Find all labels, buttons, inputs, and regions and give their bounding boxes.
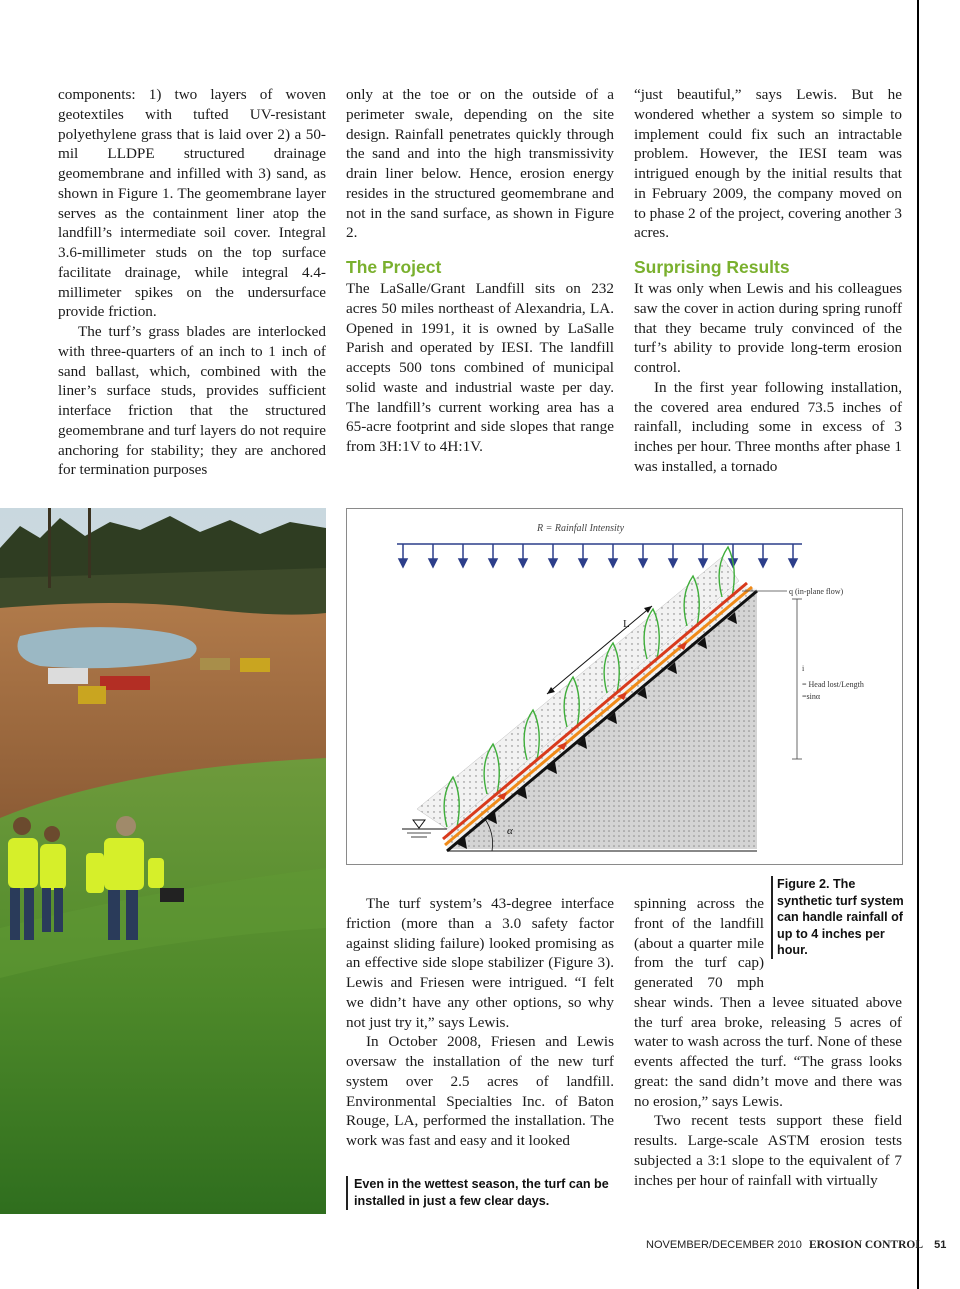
- page-number: 51: [934, 1239, 947, 1251]
- magazine-name: EROSION CONTROL: [808, 1239, 924, 1251]
- rainfall-intensity-label: R = Rainfall Intensity: [537, 523, 625, 534]
- text-column-5: [634, 894, 902, 1190]
- page-edge-rule: [917, 0, 919, 1289]
- photo-caption: Even in the wettest season, the turf can be installed in just a few clear days.: [346, 1176, 620, 1210]
- figure-2-diagram: [346, 508, 903, 865]
- figure-2-caption: Figure 2. The synthetic turf system can handle rainfall of up to 4 inches per hour.: [771, 876, 907, 959]
- page-footer: [646, 1239, 946, 1251]
- head-lost-label: = Head lost/Length: [802, 680, 864, 689]
- paragraph: The turf system’s 43-degree interface friction (more than a 3.0 safety factor against sliding failure) looked promising as an effective side slope stabilizer (Figure 3). Lewis and Friesen were intrigued. “I felt we didn’t have any other options, so why not just try it,” says Lewis.: [346, 895, 614, 1031]
- rainfall-arrows: [399, 544, 797, 567]
- paragraph: “just beautiful,” says Lewis. But he wondered whether a system so simple to implement could fix such an intractable problem. However, the IESI team was intrigued enough by the initial results that in February 2009, the company moved on to phase 2 of the project, covering another 3 acres.: [634, 86, 902, 242]
- paragraph: In the first year following installation, the covered area endured 73.5 inches of rainfall, including some in excess of 3 inches per hour. Three months after phase 1 was installed, a tornado: [634, 378, 902, 475]
- text-column-1: [58, 85, 326, 480]
- paragraph: components: 1) two layers of woven geotextiles with tufted UV-resistant polyethylene grass that is laid over 2) a 50-mil LLDPE structured drainage geomembrane and infilled with 3) sand, as shown in Figure 1. The geomembrane layer serves as the containment liner atop the landfill’s intermediate soil cover. Integral 3.6-millimeter studs on the top surface facilitate drainage, while integral 4.4-millimeter spikes on the undersurface provide friction.: [58, 86, 326, 321]
- issue-date: NOVEMBER/DECEMBER 2010: [646, 1239, 802, 1251]
- section-heading-the-project: The Project: [346, 257, 442, 277]
- length-label: L: [623, 618, 630, 630]
- section-heading-surprising-results: Surprising Results: [634, 257, 790, 277]
- sin-alpha-label: =sinα: [802, 692, 821, 701]
- paragraph: Two recent tests support these field results. Large-scale ASTM erosion tests subjected a 3:1 slope to the equivalent of 7 inches per hour of rainfall with virtually: [634, 1112, 902, 1189]
- paragraph: In October 2008, Friesen and Lewis oversaw the installation of the new turf system over 2.5 acres of landfill. Environmental Specialties Inc. of Baton Rouge, LA, performed the installation. The work was fast and easy and it looked: [346, 1033, 614, 1149]
- paragraph: The LaSalle/Grant Landfill sits on 232 acres 50 miles northeast of Alexandria, LA. Opened in 1991, it is owned by LaSalle Parish and operated by IESI. The landfill accepts 500 tons combined of municipal solid waste and industrial waste per day. The landfill’s current working area has a 65-acre footprint and side slopes that range from 3H:1V to 4H:1V.: [346, 280, 614, 455]
- text-column-4: [346, 894, 614, 1151]
- paragraph: It was only when Lewis and his colleagues saw the cover in action during spring runoff that they became truly convinced of the turf’s ability to provide long-term erosion control.: [634, 280, 902, 376]
- paragraph: The turf’s grass blades are interlocked with three-quarters of an inch to 1 inch of sand ballast, which, combined with the liner’s surface studs, provides sufficient interface friction that the structured geomembrane and turf layers do not require anchoring for stability; they are anchored for termination purposes: [58, 323, 326, 479]
- landfill-turf-photo: [0, 508, 326, 1214]
- alpha-angle-label: α: [507, 825, 513, 837]
- paragraph: only at the toe or on the outside of a perimeter swale, depending on the site design. Rainfall penetrates quickly through the sand and into the high transmissivity drain liner below. Hence, erosion energy resides in the structured geomembrane and not in the sand surface, as shown in Figure 2.: [346, 86, 614, 242]
- text-column-3: [634, 85, 902, 477]
- caption-wrap-space: [764, 894, 902, 986]
- paragraph: spinning across the front of the landfill (about a quarter mile from the turf cap) generated 70 mph shear winds. Then a levee situated above the turf area broke, releasing 5 acres of water to wash across the turf. None of these events affected the turf. “The grass looks great: the sand didn’t move and there was no erosion,” says Lewis.: [634, 895, 902, 1110]
- in-plane-flow-label: q (in-plane flow): [789, 587, 844, 596]
- text-column-2: [346, 85, 614, 457]
- i-label: i: [802, 664, 805, 673]
